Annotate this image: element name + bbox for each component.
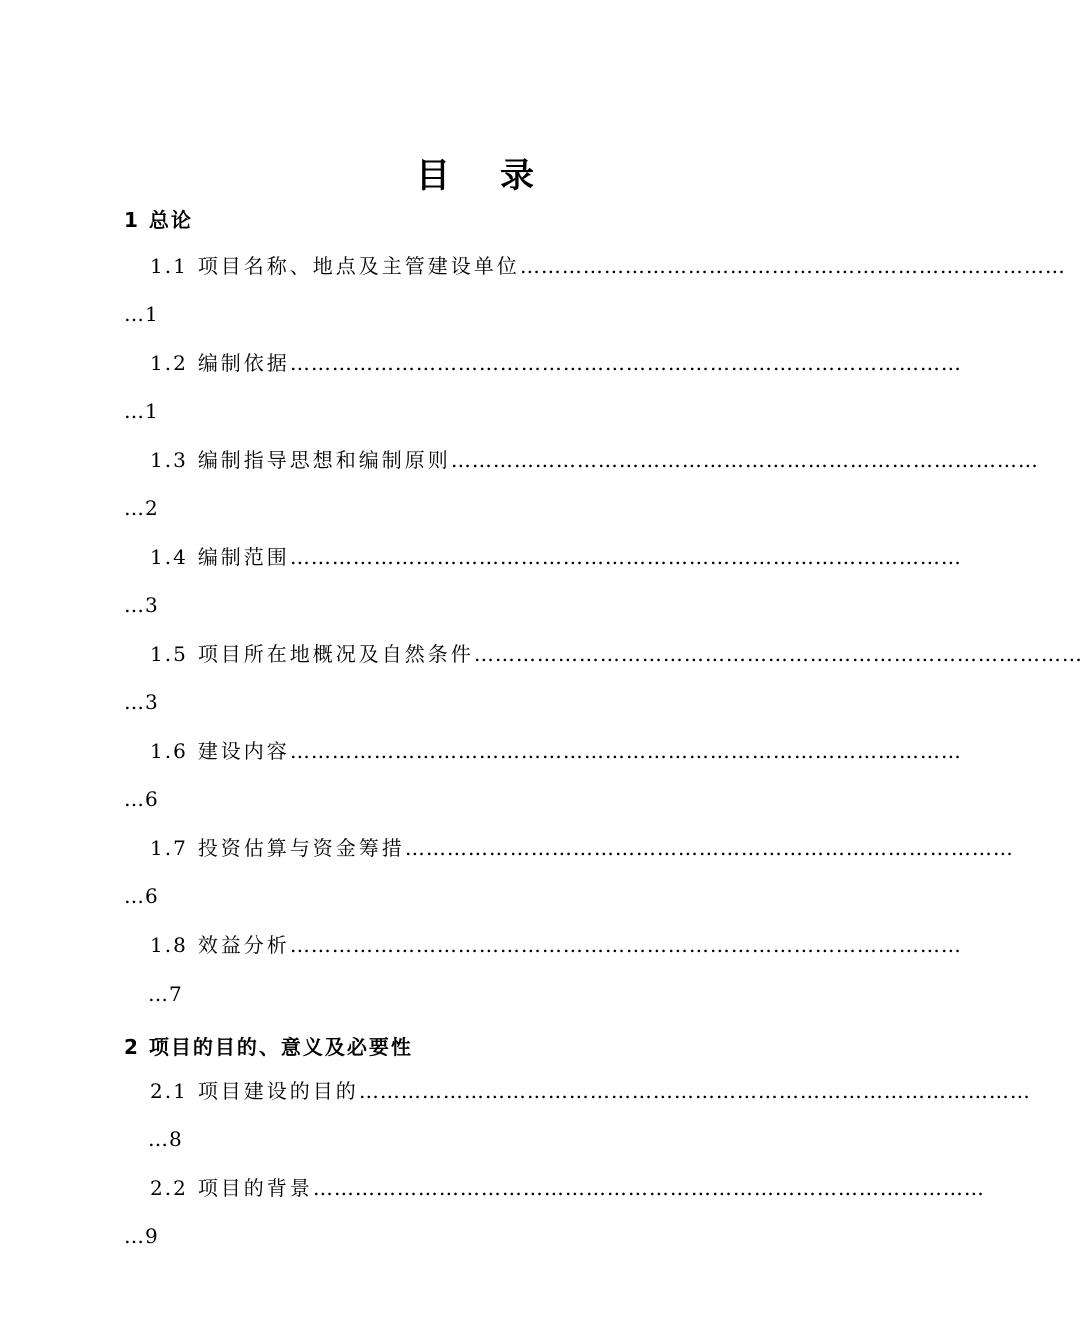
entry-text: 项目名称、地点及主管建设单位 bbox=[197, 254, 520, 278]
entry-page-line: …1 bbox=[124, 399, 159, 423]
toc-entry[interactable] bbox=[150, 251, 1066, 281]
entry-page-line: …8 bbox=[148, 1127, 183, 1151]
entry-number: 1.8 bbox=[150, 933, 188, 957]
section-heading: 2 项目的目的、意义及必要性 bbox=[124, 1035, 413, 1059]
entry-number: 1.6 bbox=[150, 739, 188, 763]
entry-page-number: 6 bbox=[145, 787, 159, 811]
dot-leader: …………………………………………………………………………………… bbox=[289, 933, 962, 957]
entry-page-number: 7 bbox=[169, 982, 183, 1006]
entry-page-line: …9 bbox=[124, 1224, 159, 1248]
entry-page-number: 3 bbox=[145, 593, 159, 617]
entry-page-number: 1 bbox=[145, 399, 159, 423]
dot-leader: ………………………………………………………………………… bbox=[450, 448, 1039, 472]
entry-number: 1.7 bbox=[150, 836, 188, 860]
entry-number: 1.4 bbox=[150, 545, 188, 569]
toc-entry[interactable] bbox=[150, 930, 962, 960]
entry-page-line: …3 bbox=[124, 593, 159, 617]
toc-entry[interactable] bbox=[150, 542, 962, 572]
entry-page-number: 1 bbox=[145, 302, 159, 326]
toc-entry[interactable] bbox=[150, 348, 962, 378]
section-heading: 1 总论 bbox=[124, 208, 193, 232]
entry-text: 投资估算与资金筹措 bbox=[197, 836, 405, 860]
entry-page-line: …1 bbox=[124, 302, 159, 326]
entry-page-number: 9 bbox=[145, 1224, 159, 1248]
dot-leader: …………………………………………………………………… bbox=[519, 254, 1066, 278]
toc-entry[interactable] bbox=[150, 1076, 1031, 1106]
entry-number: 1.5 bbox=[150, 642, 188, 666]
entry-page-line: …3 bbox=[124, 690, 159, 714]
entry-number: 1.1 bbox=[150, 254, 188, 278]
entry-text: 项目建设的目的 bbox=[197, 1079, 359, 1103]
toc-entry[interactable] bbox=[150, 1173, 985, 1203]
dot-leader: …………………………………………………………………………………… bbox=[289, 545, 962, 569]
entry-page-number: 3 bbox=[145, 690, 159, 714]
entry-text: 项目所在地概况及自然条件 bbox=[197, 642, 474, 666]
toc-entry[interactable] bbox=[150, 736, 962, 766]
entry-number: 1.3 bbox=[150, 448, 188, 472]
dot-leader: …………………………………………………………………………………… bbox=[289, 351, 962, 375]
toc-title: 目录 bbox=[416, 156, 584, 196]
entry-page-line: …6 bbox=[124, 884, 159, 908]
dot-leader: …………………………………………………………………………… bbox=[473, 642, 1083, 666]
toc-entry[interactable] bbox=[150, 833, 1014, 863]
dot-leader: …………………………………………………………………………………… bbox=[358, 1079, 1031, 1103]
entry-text: 编制范围 bbox=[197, 545, 290, 569]
entry-text: 建设内容 bbox=[197, 739, 290, 763]
entry-page-number: 6 bbox=[145, 884, 159, 908]
entry-page-number: 2 bbox=[145, 496, 159, 520]
dot-leader: …………………………………………………………………………… bbox=[404, 836, 1014, 860]
entry-page-line: …7 bbox=[148, 982, 183, 1006]
entry-number: 2.1 bbox=[150, 1079, 188, 1103]
entry-text: 效益分析 bbox=[197, 933, 290, 957]
entry-text: 项目的背景 bbox=[197, 1176, 313, 1200]
entry-number: 1.2 bbox=[150, 351, 188, 375]
entry-text: 编制指导思想和编制原则 bbox=[197, 448, 451, 472]
toc-entry[interactable] bbox=[150, 445, 1039, 475]
dot-leader: …………………………………………………………………………………… bbox=[289, 739, 962, 763]
entry-page-line: …6 bbox=[124, 787, 159, 811]
entry-text: 编制依据 bbox=[197, 351, 290, 375]
entry-page-number: 8 bbox=[169, 1127, 183, 1151]
entry-page-line: …2 bbox=[124, 496, 159, 520]
dot-leader: …………………………………………………………………………………… bbox=[312, 1176, 985, 1200]
toc-entry[interactable] bbox=[150, 639, 1083, 669]
entry-number: 2.2 bbox=[150, 1176, 188, 1200]
